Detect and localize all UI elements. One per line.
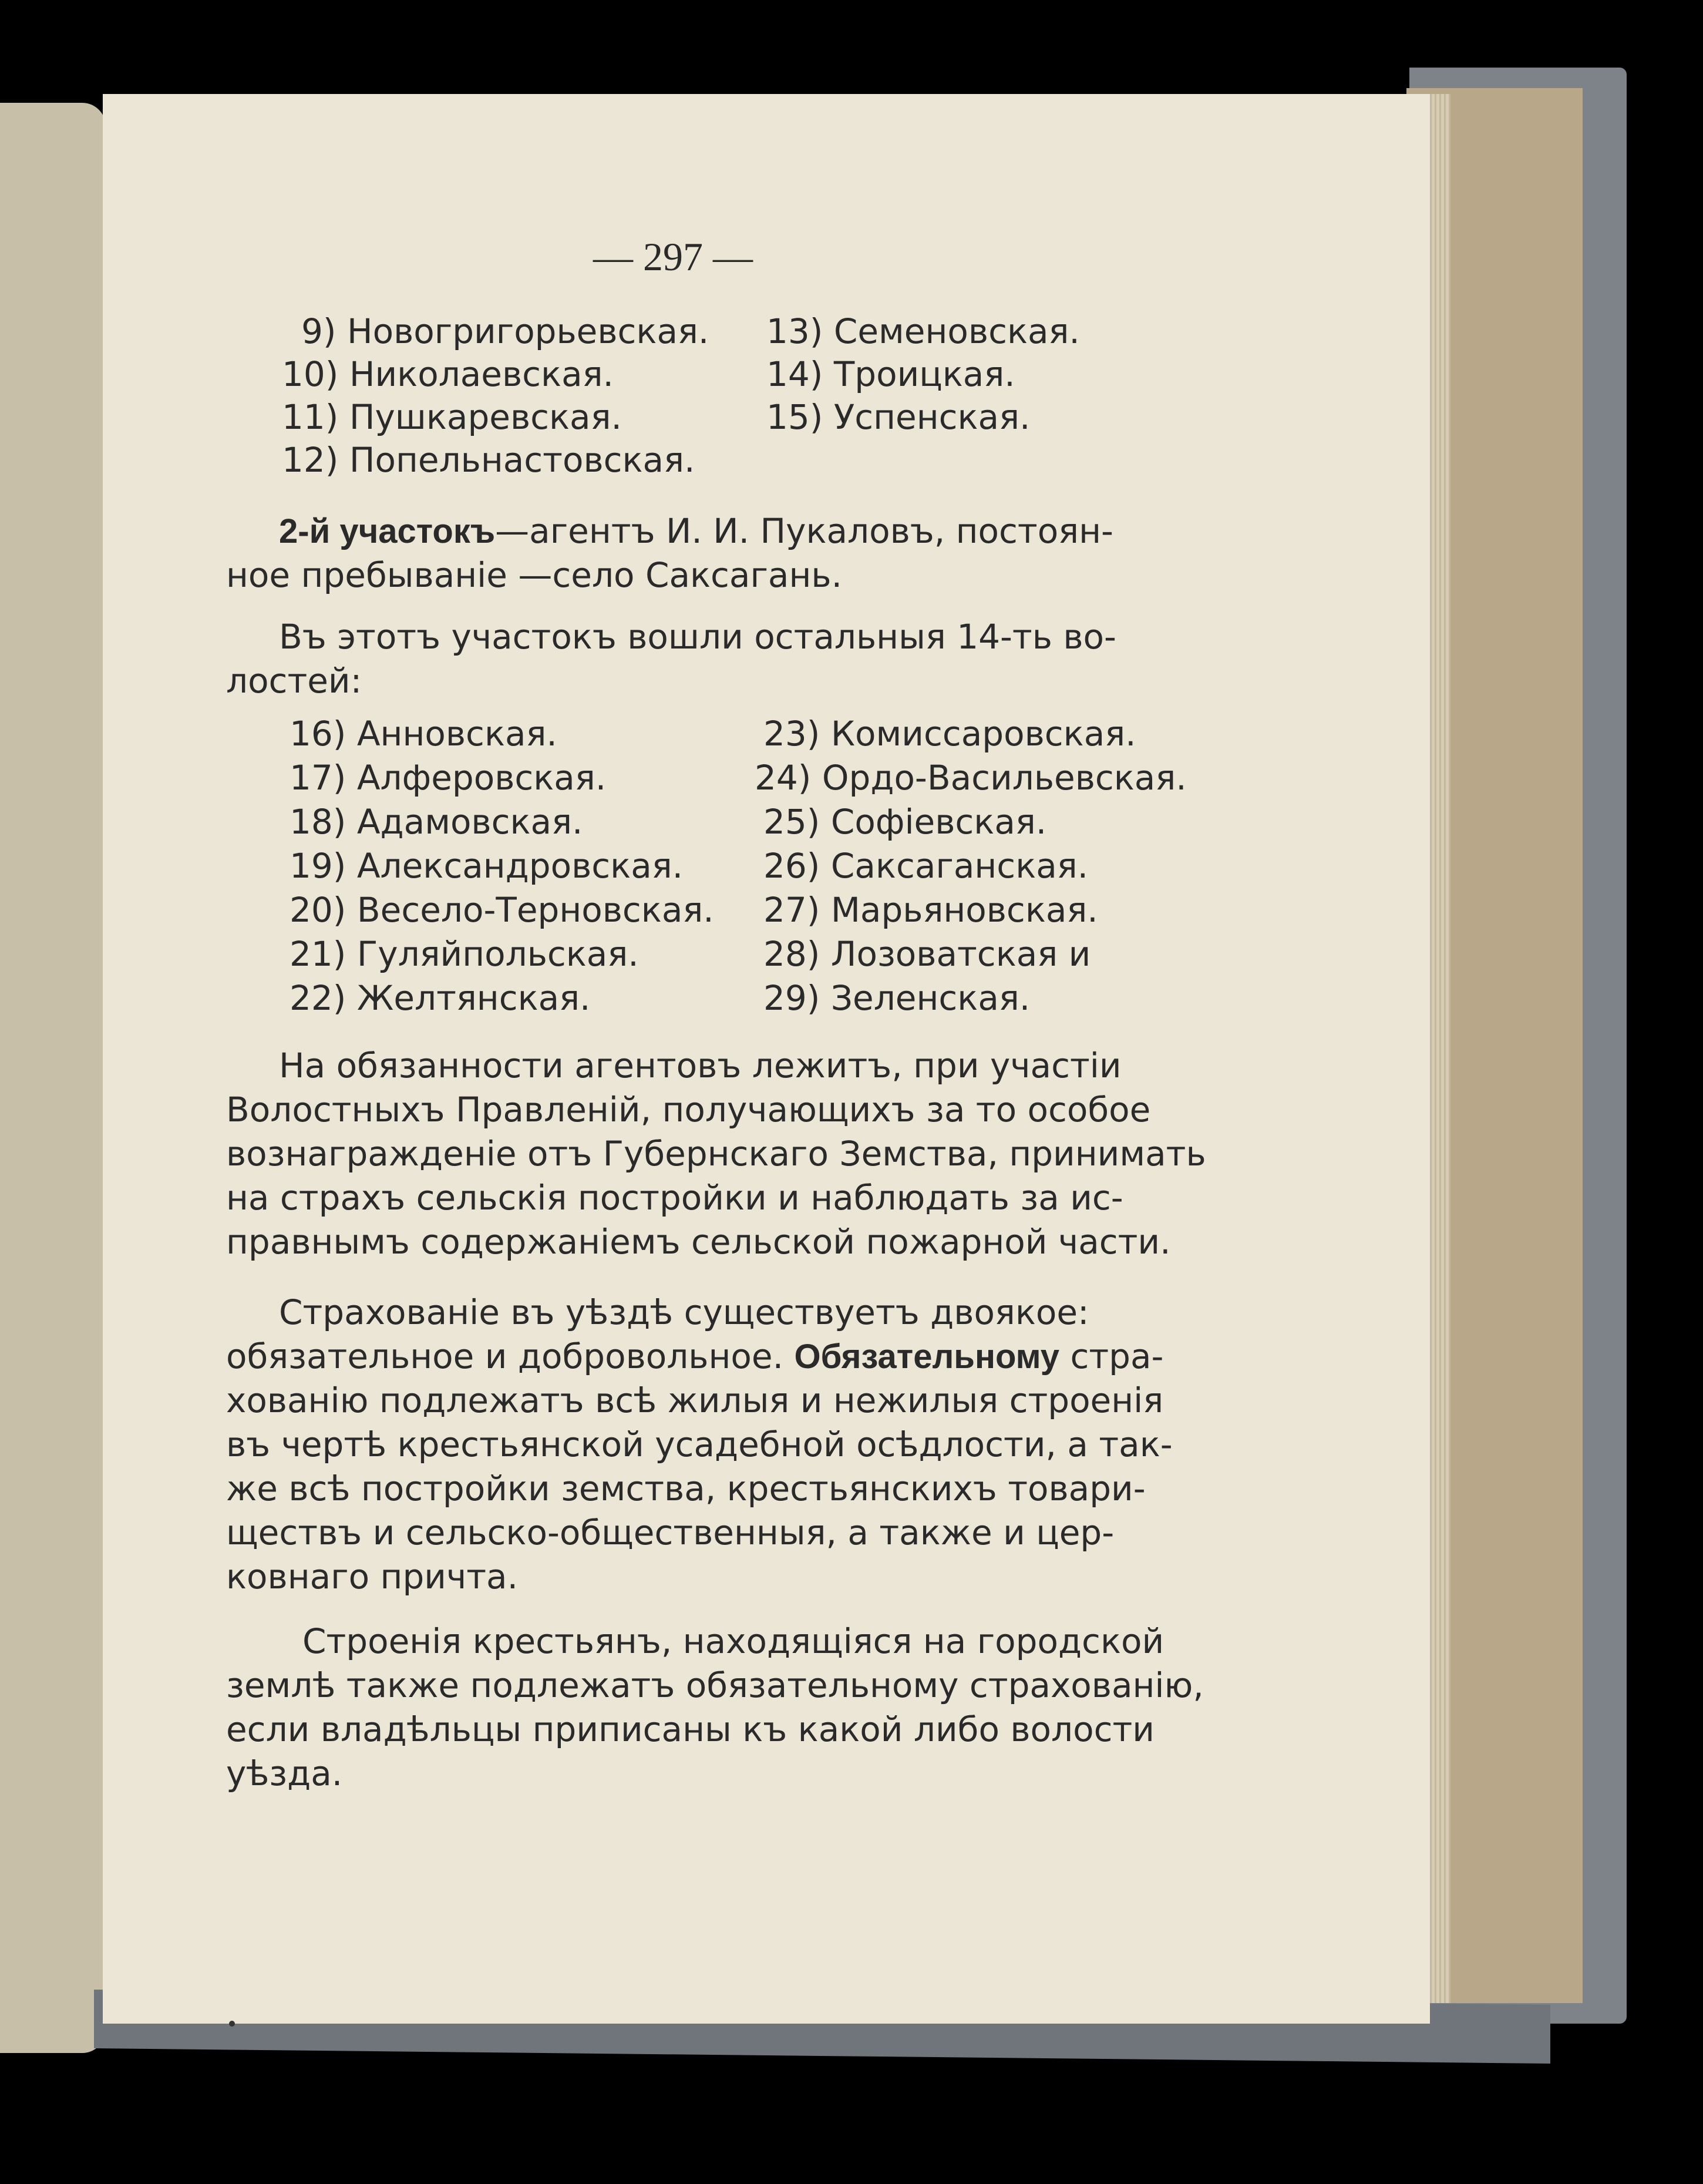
list-item: 10) Николаевская.	[282, 354, 614, 394]
text-line: въ чертѣ крестьянской усадебной осѣдлости, а так-	[226, 1424, 1173, 1464]
left-page-edge	[0, 103, 106, 2053]
text-line: лостей:	[226, 661, 362, 701]
text-line: ное пребываніе —село Саксагань.	[226, 555, 843, 595]
list-item: 14) Троицкая.	[766, 354, 1015, 394]
list-item: 25) Софіевская.	[763, 802, 1047, 842]
text-line: Строенія крестьянъ, находящіяся на городской	[302, 1621, 1164, 1661]
list-item: 24) Ордо-Васильевская.	[755, 758, 1187, 798]
list-item: 23) Комиссаровская.	[763, 714, 1136, 754]
text-line: уѣзда.	[226, 1753, 343, 1793]
text-line: обязательное и добровольное. Обязательному стра-	[226, 1336, 1164, 1376]
list-item: 15) Успенская.	[766, 397, 1031, 437]
section-line	[279, 511, 1113, 551]
list-item: 19) Александровская.	[290, 846, 684, 886]
list-item: 18) Адамовская.	[290, 802, 583, 842]
list-item: 22) Желтянская.	[290, 978, 591, 1018]
text-line: хованію подлежатъ всѣ жилыя и нежилыя строенія	[226, 1380, 1164, 1420]
section-heading: 2-й участокъ	[279, 512, 496, 550]
emphasis-text: Обязательному	[794, 1338, 1060, 1376]
text-line: же всѣ постройки земства, крестьянскихъ товари-	[226, 1469, 1146, 1508]
list-item: 11) Пушкаревская.	[282, 397, 622, 437]
text-line: ществъ и сельско-общественныя, а также и цер-	[226, 1513, 1115, 1553]
list-item: 20) Весело-Терновская.	[290, 890, 714, 930]
text-line: землѣ также подлежатъ обязательному страхованію,	[226, 1665, 1204, 1705]
text-line: Волостныхъ Правленій, получающихъ за то особое	[226, 1090, 1151, 1130]
text-line: правнымъ содержаніемъ сельской пожарной части.	[226, 1222, 1171, 1262]
section-text: —агентъ И. И. Пукаловъ, постоян-	[495, 511, 1113, 551]
list-item: 9) Новогригорьевская.	[301, 311, 709, 351]
text-line: если владѣльцы приписаны къ какой либо волости	[226, 1709, 1155, 1749]
list-item: 29) Зеленская.	[763, 978, 1031, 1018]
text-line: На обязанности агентовъ лежитъ, при участіи	[279, 1046, 1122, 1086]
list-item: 16) Анновская.	[290, 714, 557, 754]
text-line: ковнаго причта.	[226, 1557, 519, 1597]
list-item: 28) Лозоватская и	[763, 934, 1091, 974]
book-page	[103, 94, 1430, 2024]
text-line: вознагражденіе отъ Губернскаго Земства, принимать	[226, 1134, 1206, 1174]
text-line: Страхованіе въ уѣздѣ существуетъ двоякое:	[279, 1292, 1089, 1332]
page-number: — 297 —	[593, 234, 753, 279]
list-item: 27) Марьяновская.	[763, 890, 1098, 930]
text-line: на страхъ сельскія постройки и наблюдать за ис-	[226, 1178, 1123, 1218]
list-item: 21) Гуляйпольская.	[290, 934, 639, 974]
list-item: 12) Попельнастовская.	[282, 440, 695, 480]
list-item: 13) Семеновская.	[766, 311, 1080, 351]
text-line: Въ этотъ участокъ вошли остальныя 14-ть во-	[279, 617, 1116, 657]
ink-speck	[229, 2021, 235, 2027]
list-item: 26) Саксаганская.	[763, 846, 1089, 886]
list-item: 17) Алферовская.	[290, 758, 607, 798]
